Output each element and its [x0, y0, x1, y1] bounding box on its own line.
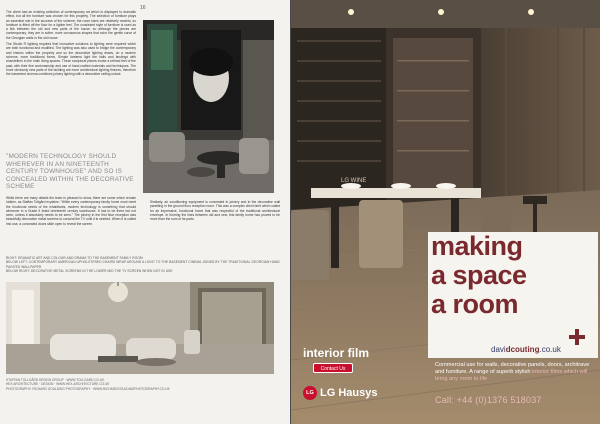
caption-right: RIGHT: DRAMATIC ART AND COLOUR AND DRAMA TO THE BASEMENT FAMILY ROOM: [6, 256, 143, 260]
ad-description-lead: Commercial use for walls, decorative panels, doors, architrave and furniture. A range of superb stylish: [435, 362, 590, 375]
credits-block: [6, 378, 280, 391]
credit-architect: HEX ARCHITECTURE · DESIGN · WWW.HEX-ARCHITECTURE.CO.UK: [6, 382, 110, 387]
intro-paragraph-1: The client had an existing collection of contemporary art which is displayed to dramatic effect, but all the furniture was chosen for this property. The selection of furniture plays an essential role in the success of the scheme; the room sizes are relatively modest, so furniture is fitted off the floor for a lighter feel. The consistent style of furniture is used as a link between the old and new parts of the house, so although the pieces are contemporary, they are in softer, more curvaceous shapes that echo the gentle curve of the Georgian walls in the old house.: [6, 10, 136, 40]
intro-column: [6, 10, 136, 78]
body-paragraph-left: While there are many details the team is pleased to show, there are some which remain hidden, as Staffan Tollgård explains: "While every contemporary family home must meet the functional needs of the inhabitants, modern technology is something that should wherever in a Grade II listed nineteenth century townhouse. It has to be there but not seen, unless it absolutely needs to be seen." The joinery in the first floor reception was beautifully decorative metal screens to conceal the TV until it is needed. When it is called into use, a concealed doors slide open to reveal the screen.: [6, 196, 136, 226]
ad-description-tail: interior films which will bring any room to life: [435, 369, 588, 382]
maker-name: LG Hausys: [320, 387, 378, 399]
web-suffix: .co.uk: [539, 345, 561, 354]
web-address-link[interactable]: [491, 345, 561, 354]
caption-below-left: BELOW LEFT: CONTEMPORARY AMERICAN UPHOLSTERED CHAIRS WRAP AROUND A LIGHT TO THE BASEMENT CINEMA JOINED BY THE TRADITIONAL GEORGIAN HAND PAINTED WALLPAPER: [6, 260, 280, 269]
caption-block: [6, 256, 280, 274]
ad-headline: [431, 232, 527, 319]
headline-line-3: a room: [431, 289, 519, 319]
ad-interior-photo: [291, 0, 600, 424]
lg-logo-icon: LG: [303, 386, 317, 400]
credit-photographer: PHOTOGRAPHY: RICHARD GOULDING PHOTOGRAPHY · WWW.RICHARDGOULDINGPHOTOGRAPHY.CO.UK: [6, 386, 170, 391]
page-number: 16: [140, 5, 146, 11]
body-paragraph-right: Similarly, air conditioning equipment is concealed in joinery and in the decorative wall panelling in the ground floor reception room. This was a complex client brief which called for an impressive, functional home that was respectful of the traditional architectural envelope. In blurring the lines between old and new, this family home has proved to be more than the sum of its parts.: [150, 200, 280, 222]
caption-below-right: BELOW RIGHT: DECORATIVE METAL SCREENS IN THE LOWER MID THE TV SCREEN WHEN NOT IN USE: [6, 269, 173, 274]
body-column-right: [150, 200, 280, 223]
basement-room-photo: [143, 20, 274, 193]
ad-description: [435, 362, 595, 383]
headline-line-1: making: [431, 231, 523, 261]
body-column-left: [6, 196, 136, 228]
reception-room-photo: [6, 282, 274, 374]
editorial-page: [0, 0, 290, 424]
web-highlight: dcouting: [505, 345, 540, 354]
pull-quote: "MODERN TECHNOLOGY SHOULD WHEREVER IN AN NINETEENTH CENTURY TOWNHOUSE" AND SO IS CONCEALED WITHIN THE DECORATIVE SCHEME: [6, 153, 134, 191]
credit-designer: STAFFAN TOLLGÅRD DESIGN GROUP · WWW.TOLLGARD.CO.UK: [6, 378, 105, 382]
advert-page: [291, 0, 600, 424]
intro-paragraph-2: The Studio R lighting required that innovative solutions to lighting were required which are both functional and modified. The lighting was also used to bridge the contemporary and historic within the property and so the decorative lighting draws, on a modern scheme, more traditional forms. Simple lanterns light the halls and landings with chandeliers in the main living spaces. These sculptural pieces evoke a refined feel of the past, with their fine workmanship and use of hand-crafted materials and techniques. The more obviously new parts of the building are more architectural lighting fixtures, therefore the basement cinema combines joinery lighting with a decorative ceiling cutout.: [6, 42, 136, 77]
contact-us-button[interactable]: Contact Us: [313, 363, 353, 373]
ad-phone-number: Call: +44 (0)1376 518037: [435, 395, 542, 405]
headline-line-2: a space: [431, 260, 527, 290]
svg-text:LG WINE: LG WINE: [341, 178, 367, 184]
web-prefix: davi: [491, 345, 506, 354]
product-name: interior film: [303, 346, 370, 360]
plus-icon: [569, 329, 585, 345]
